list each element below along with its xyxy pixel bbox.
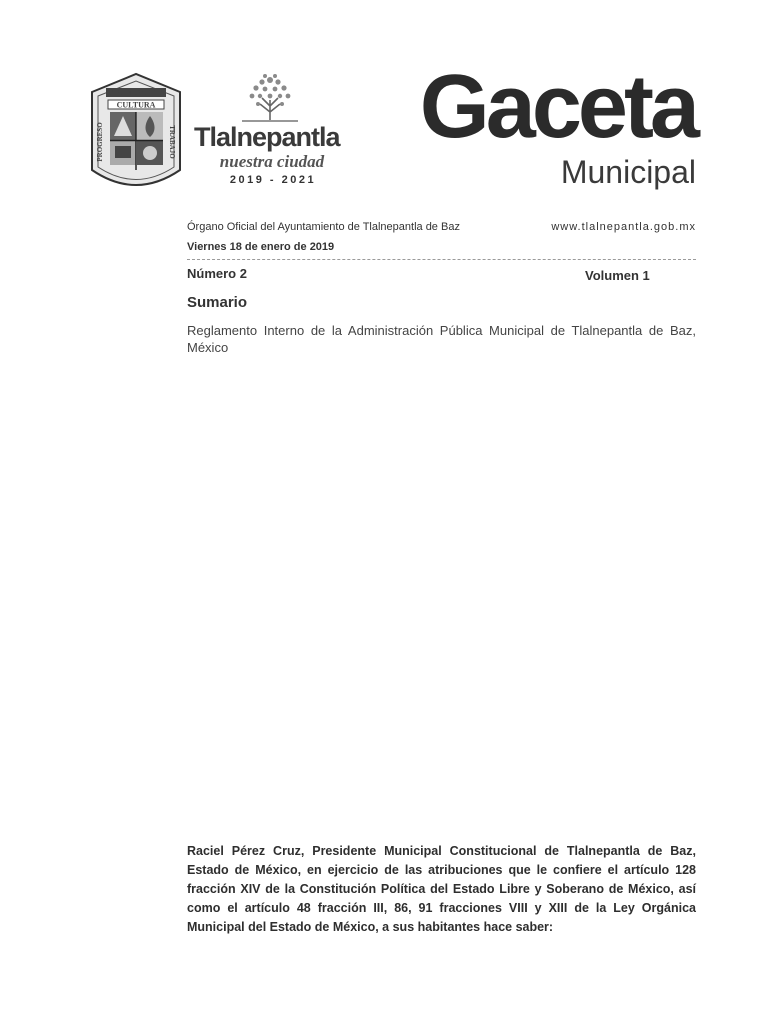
masthead-title: Gaceta xyxy=(419,57,696,157)
issue-volume: Volumen 1 xyxy=(585,268,650,283)
emblem-motto-left: PROGRESO xyxy=(96,122,104,162)
website-link[interactable]: www.tlalnepantla.gob.mx xyxy=(551,221,696,233)
emblem-motto-top: CULTURA xyxy=(116,100,156,110)
logo-years: 2019 - 2021 xyxy=(229,174,317,186)
emblem-motto-right: TRABAJO xyxy=(168,125,176,159)
proclamation-paragraph: Raciel Pérez Cruz, Presidente Municipal Constitucional de Tlalnepantla de Baz, Estado de México, en ejercicio de las atribuciones que le confiere el artículo 128 fracción XIV de la Constitución Política del Estado Libre y Soberano de México, así como el artículo 48 fracción III, 86, 91 fracciones VIII y XIII de la Ley Orgánica Municipal del Estado de México, a sus habitantes hace saber: xyxy=(187,844,696,934)
emblem-banner: TLALNEPANTLA xyxy=(107,89,165,97)
municipal-coat-of-arms xyxy=(88,70,184,196)
summary-heading: Sumario xyxy=(187,294,248,311)
header-divider xyxy=(187,259,696,260)
tree-logo-icon xyxy=(238,70,302,126)
summary-text: Reglamento Interno de la Administración Pública Municipal de Tlalnepantla de Baz, México xyxy=(187,323,696,355)
issue-date: Viernes 18 de enero de 2019 xyxy=(187,241,335,253)
masthead-subtitle: Municipal xyxy=(560,154,696,190)
issue-number: Número 2 xyxy=(187,266,247,281)
official-organ-label: Órgano Oficial del Ayuntamiento de Tlalnepantla de Baz xyxy=(187,221,460,233)
logo-name: Tlalnepantla xyxy=(194,122,340,152)
logo-slogan: nuestra ciudad xyxy=(219,152,325,171)
